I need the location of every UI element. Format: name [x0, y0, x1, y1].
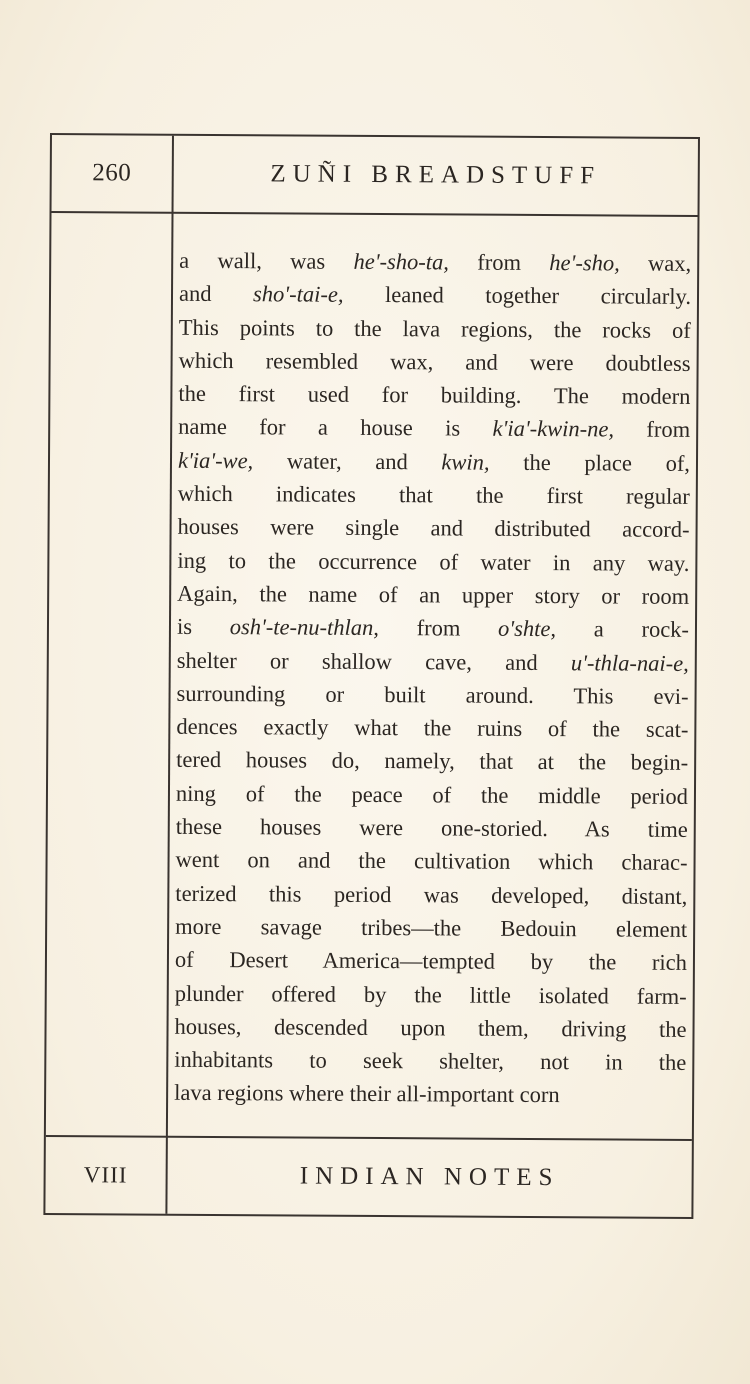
column-divider: [165, 136, 174, 1214]
text-run: wax,: [619, 250, 692, 276]
text-line: [178, 477, 690, 513]
zuni-term: k'ia'-we,: [177, 447, 254, 474]
text-run: from: [448, 249, 550, 276]
text-line: [179, 277, 691, 313]
text-run: these houses were one-storied. As time: [175, 813, 688, 842]
body-text: [174, 244, 691, 1113]
text-run: more savage tribes—the Bedouin element: [175, 913, 688, 942]
zuni-term: he'-sho,: [549, 250, 620, 276]
text-line: [179, 244, 691, 280]
text-line: [175, 910, 687, 946]
text-line: [177, 543, 689, 579]
series-title: INDIAN NOTES: [299, 1162, 560, 1192]
text-line: [179, 310, 691, 346]
text-run: a rock-: [555, 616, 690, 643]
text-run: This points to the lava regions, the rocks of: [178, 314, 691, 343]
text-line: [177, 577, 689, 613]
text-run: water, and: [253, 448, 442, 475]
text-line: [175, 976, 687, 1012]
text-run: tered houses do, namely, that at the begin-: [176, 747, 689, 776]
text-line: [175, 843, 687, 879]
text-run: dences exactly what the ruins of the scat-: [176, 713, 689, 743]
text-run: a wall, was: [179, 247, 354, 274]
text-run: houses, descended upon them, driving the: [174, 1013, 687, 1042]
text-line: [178, 410, 690, 446]
text-run: and: [178, 281, 254, 307]
zuni-term: kwin,: [441, 449, 490, 475]
zuni-term: he'-sho-ta,: [353, 248, 450, 275]
plate-number: VIII: [83, 1162, 128, 1188]
zuni-term: sho'-tai-e,: [253, 281, 344, 308]
text-line: [176, 810, 688, 846]
text-line: [175, 943, 687, 979]
page-number: 260: [92, 159, 132, 187]
page-header: [52, 135, 698, 217]
text-run: which resembled wax, and were doubtless: [178, 347, 691, 376]
text-run: surrounding or built around. This evi-: [176, 680, 689, 709]
text-line: [177, 610, 689, 646]
zuni-term: u'-thla-nai-e,: [570, 649, 689, 676]
text-run: of Desert America—tempted by the rich: [174, 947, 688, 976]
text-run: the first used for building. The modern: [178, 380, 691, 410]
text-run: went on and the cultivation which charac-: [175, 847, 688, 876]
text-line: [178, 444, 690, 480]
text-line: [179, 344, 691, 380]
text-run: ing to the occurrence of water in any way.: [177, 547, 690, 576]
zuni-term: o'shte,: [498, 616, 557, 642]
text-run: from: [613, 416, 691, 443]
text-run: is: [176, 614, 230, 640]
text-line: [177, 643, 689, 679]
zuni-term: k'ia'-kwin-ne,: [492, 416, 615, 442]
text-run: Again, the name of an upper story or room: [177, 580, 690, 609]
text-run: shelter or shallow cave, and: [176, 647, 571, 675]
running-title: ZUÑI BREADSTUFF: [270, 160, 602, 190]
text-run: lava regions where their all-important corn: [174, 1080, 560, 1108]
text-line: [176, 710, 688, 746]
page-frame: [43, 133, 700, 1219]
page-footer: [45, 1135, 691, 1217]
text-run: plunder offered by the little isolated farm-: [174, 980, 687, 1009]
text-line: [178, 377, 690, 413]
text-run: name for a house is: [178, 414, 493, 442]
text-run: houses were single and distributed accord-: [177, 514, 690, 543]
text-line: [176, 777, 688, 813]
text-line: [174, 1043, 686, 1079]
text-run: the place of,: [489, 449, 691, 476]
text-run: terized this period was developed, distant,: [175, 880, 688, 909]
text-run: ning of the peace of the middle period: [175, 780, 689, 809]
text-line: [176, 677, 688, 713]
text-run: which indicates that the first regular: [177, 480, 690, 509]
text-run: inhabitants to seek shelter, not in the: [174, 1046, 687, 1076]
text-line: [174, 1076, 686, 1112]
text-line: [175, 876, 687, 912]
text-run: from: [378, 615, 499, 642]
text-line: [177, 510, 689, 546]
text-line: [176, 743, 688, 779]
text-run: leaned together circularly.: [343, 282, 692, 310]
text-line: [174, 1010, 686, 1046]
zuni-term: osh'-te-nu-thlan,: [229, 614, 379, 641]
